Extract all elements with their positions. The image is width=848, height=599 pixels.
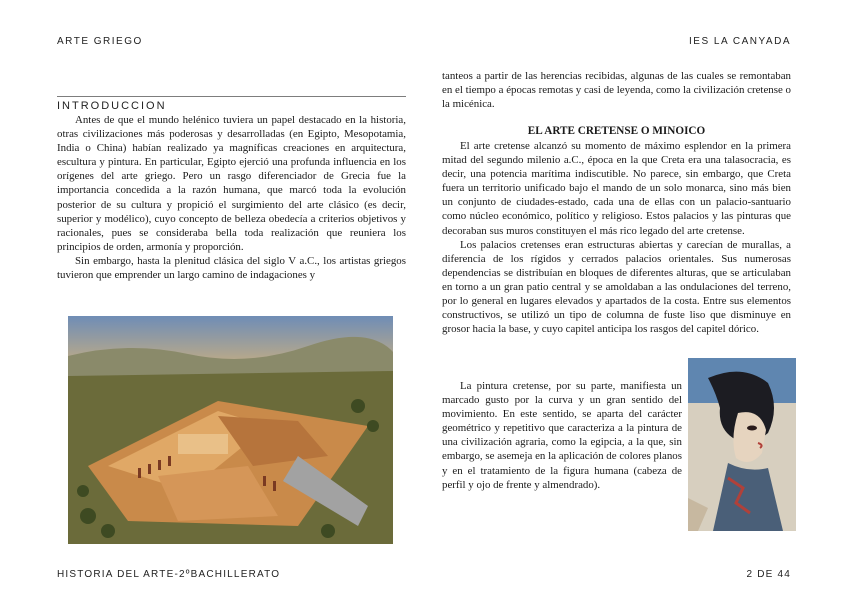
page-number: 2 DE 44 [746,569,791,580]
section-title: INTRODUCCION [57,100,167,112]
palace-central-court [178,434,228,454]
continuation-paragraph: tanteos a partir de las herencias recibidas, algunas de las cuales se remontaban en el tiempo a épocas remotas y casi de leyenda, como la civilización cretense o la micénica. [442,70,791,111]
left-column [57,113,406,282]
intro-paragraph-1: Antes de que el mundo helénico tuviera un papel destacado en la historia, otras civilizaciones más poderosas y desarrolladas (en Egipto, Mesopotamia, India o China) habían realizado ya magníficas creaciones en arquitectura, escultura y pintura. En particular, Egipto ejerció una profunda influencia en los orígenes del arte griego. Pero un rasgo diferenciador de Grecia fue la importancia concedida a la razón humana, que marcó toda la evolución posterior de su cultura y propició el surgimiento del arte clásico (es decir, superior y modélico), cuyo concepto de belleza obedecía a criterios objetivos y racionales, pues se consideraba bella toda realización que reuniera los principios de orden, armonía y proporción. [57,114,406,253]
painting-paragraph-block [442,379,682,492]
minoan-text [442,139,791,336]
painting-paragraph: La pintura cretense, por su parte, manifiesta un marcado gusto por la curva y un gran sentido del movimiento. En este sentido, se aparta del carácter geométrico y repetitivo que caracteriza a la pintura de una civilización agraria, como la egipcia, a la que, sin embargo, se asemeja en la aplicación de colores planos y en el tratamiento de la figura humana (cabeza de perfil y ojo de frente y almendrado). [442,380,682,491]
intro-paragraph-2: Sin embargo, hasta la plenitud clásica del siglo V a.C., los artistas griegos tuvieron que emprender un largo camino de indagaciones y [57,254,406,282]
running-header-right: IES LA CANYADA [689,36,791,47]
running-header-left: ARTE GRIEGO [57,36,143,47]
minoan-paragraph-2: Los palacios cretenses eran estructuras abiertas y carecían de murallas, a diferencia de los rígidos y cerrados palacios orientales. Sus numerosas dependencias se distribuían en bloques de diferentes alturas, que se articulaban en torno a un gran patio central y se amoldaban a las ondulaciones del terreno, por lo general en lugares elevados y apartados de la costa. Entre sus elementos constructivos, se utilizó un tipo de columna de fuste liso que disminuye en grosor hacia la base, y cuyo capitel anticipa los rasgos del capitel dórico. [442,238,791,336]
minoan-paragraph-1: El arte cretense alcanzó su momento de máximo esplendor en la primera mitad del segundo milenio a.C., época en la que Creta era una talasocracia, es decir, una potencia marítima indiscutible. No parece, sin embargo, que Creta fuera un territorio unificado bajo el mando de un solo monarca, sino más bien un conjunto de ciudades-estado, cada una de ellas con un palacio-santuario como núcleo económico, político y religioso. Estos palacios y las pinturas que decoraban sus muros constituyen el más rico legado del arte cretense. [442,140,791,237]
subheading-minoan-art: EL ARTE CRETENSE O MINOICO [527,125,706,137]
section-divider [57,96,406,97]
right-column [442,69,791,111]
running-footer-left: HISTORIA DEL ARTE-2ºBACHILLERATO [57,569,281,580]
knossos-palace-illustration [68,316,393,544]
minoan-fresco-image [688,358,796,531]
fresco-eye [747,426,757,431]
